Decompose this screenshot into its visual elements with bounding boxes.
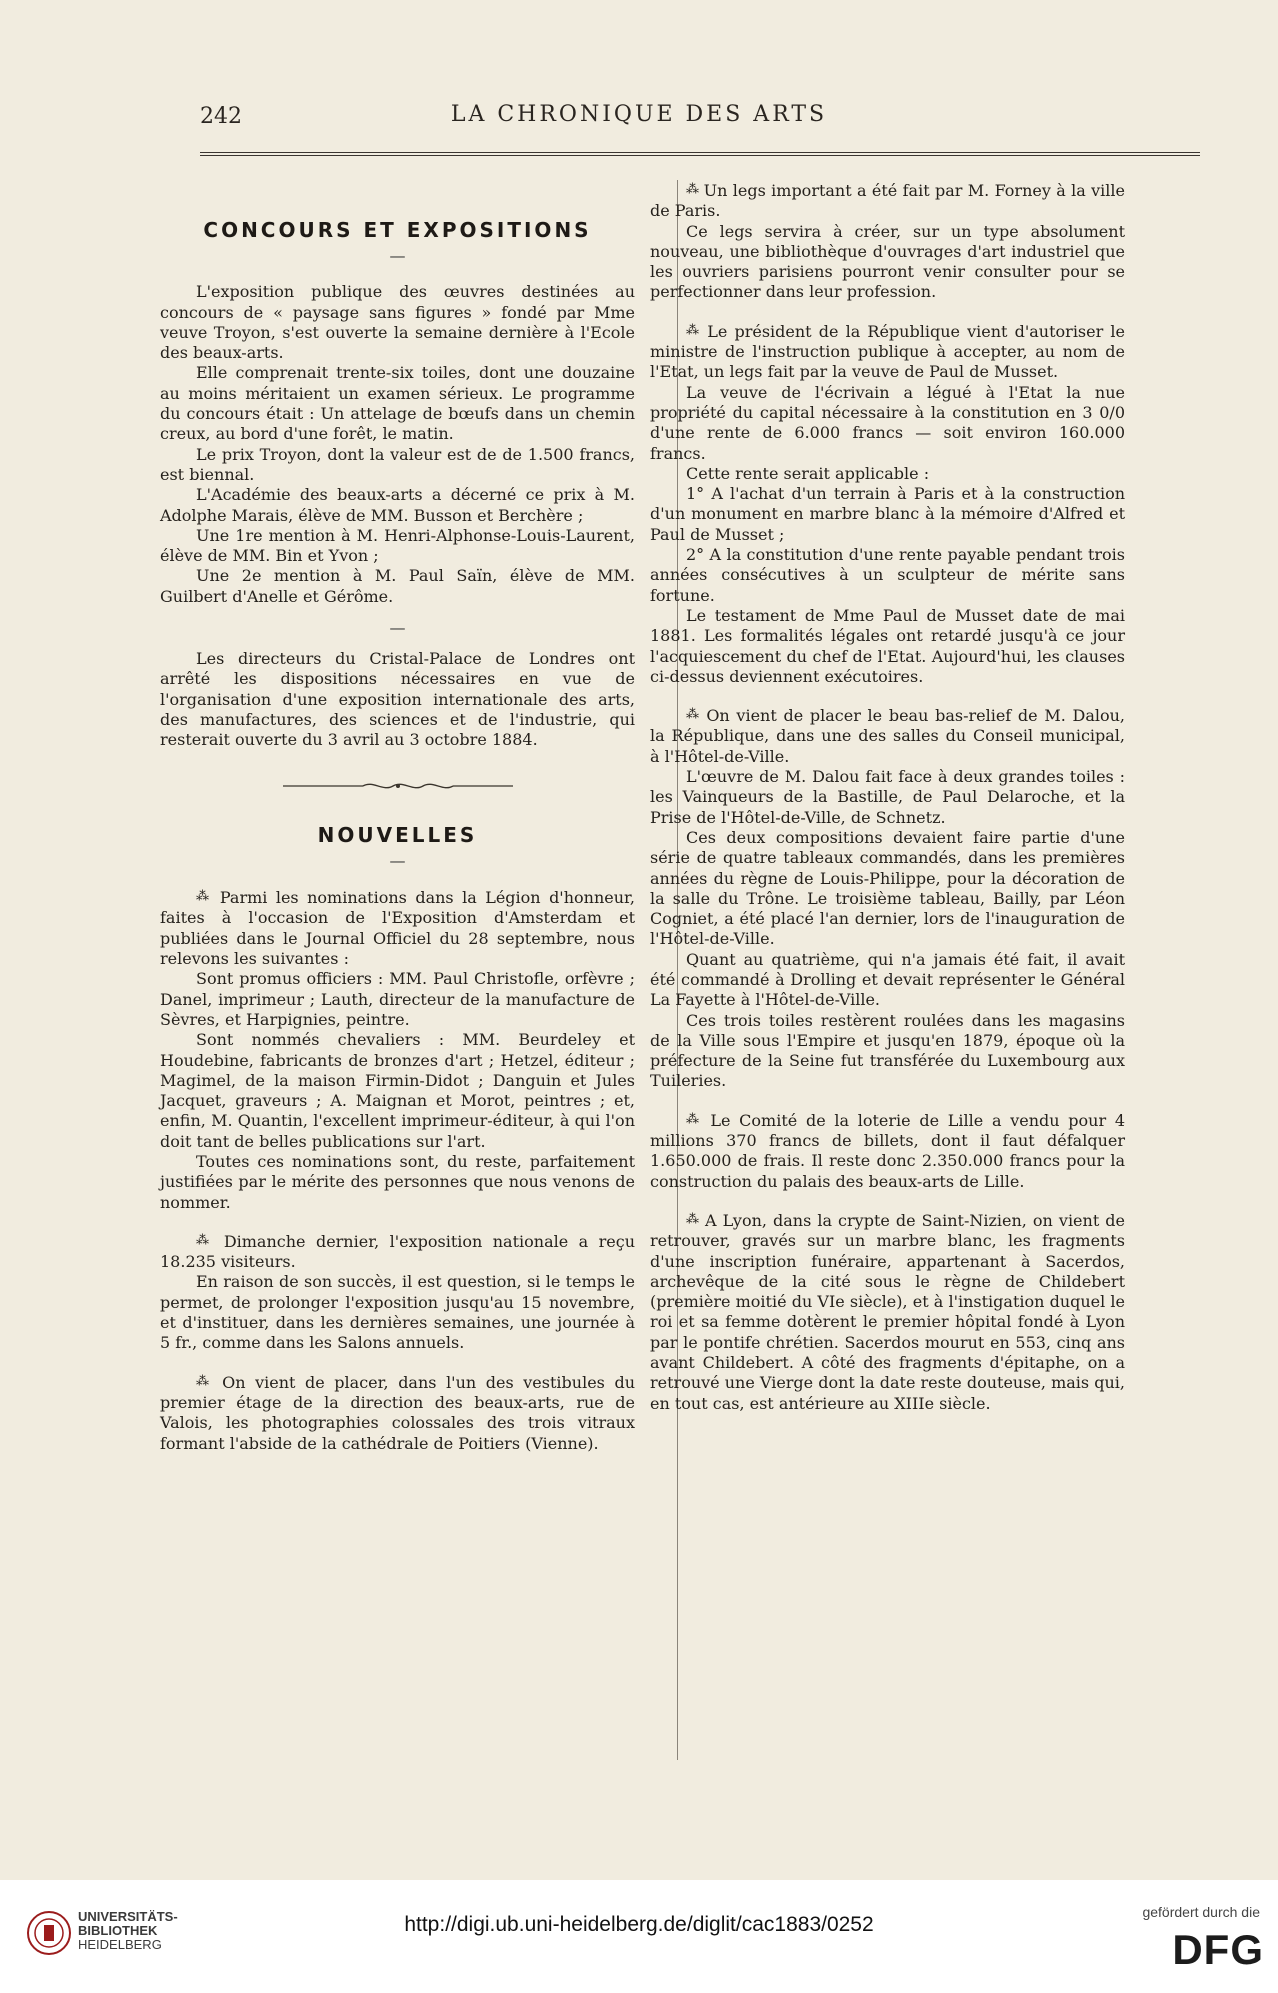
asterism-icon: ⁂ (686, 1111, 702, 1127)
page-number: 242 (200, 104, 242, 129)
paragraph: L'Académie des beaux-arts a décerné ce prix à M. Adolphe Marais, élève de MM. Busson et Berchère ; (160, 485, 635, 525)
paragraph: Toutes ces nominations sont, du reste, parfaitement justifiées par le mérite des personnes que nous venons de nommer. (160, 1151, 635, 1212)
paragraph: Quant au quatrième, qui n'a jamais été fait, il avait été commandé à Drolling et devait représenter le Général La Fayette à l'Hôtel-de-Ville. (650, 949, 1125, 1010)
asterism-icon: ⁂ (196, 1232, 214, 1248)
decorative-ornament (160, 777, 635, 797)
news-item: ⁂ Parmi les nominations dans la Légion d'honneur, faites à l'occasion de l'Exposition d'Amsterdam et publiées dans le Journal Officiel du 28 septembre, nous relevons les suivantes : (160, 888, 636, 969)
paragraph: 1° A l'achat d'un terrain à Paris et à la construction d'un monument en marbre blanc à la mémoire d'Alfred et Paul de Musset ; (650, 484, 1125, 544)
news-item: ⁂ Le président de la République vient d'autoriser le ministre de l'instruction publique à accepter, au nom de l'Etat, un legs fait par la veuve de Paul de Musset. (650, 321, 1125, 382)
header-rule (200, 152, 1200, 156)
digitization-footer (0, 1880, 1278, 1993)
news-item: ⁂ Un legs important a été fait par M. Forney à la ville de Paris. (650, 181, 1125, 221)
permalink-url[interactable]: http://digi.ub.uni-heidelberg.de/diglit/cac1883/0252 (404, 1913, 874, 1936)
paragraph: Cette rente serait applicable : (686, 463, 930, 483)
paragraph: Sont promus officiers : MM. Paul Christofle, orfèvre ; Danel, imprimeur ; Lauth, directeur de la manufacture de Sèvres, et Harpignies, peintre. (160, 969, 635, 1029)
asterism-icon: ⁂ (686, 1211, 699, 1227)
asterism-icon: ⁂ (686, 707, 700, 723)
news-item: ⁂ A Lyon, dans la crypte de Saint-Nizien, on vient de retrouver, gravés sur un marbre blanc, les fragments d'une inscription funéraire, appartenant à Sacerdos, archevêque de la cité sous le règne de Childebert (première moitié du VIe siècle), et à l'instigation duquel le roi et sa femme dotèrent le premier hôpital fondé à Lyon par le pontife chrétien. Sacerdos mourut en 553, cinq ans avant Childebert. A côté des fragments d'épitaphe, on a retrouvé une Vierge dont la date reste douteuse, mais qui, en tout cas, est antérieure au XIIIe siècle. (650, 1210, 1126, 1413)
paragraph: Ce legs servira à créer, sur un type absolument nouveau, une bibliothèque d'ouvrages d'art industriel que les ouvriers parisiens pourront venir consulter pour se perfectionner dans leur profession. (650, 221, 1125, 302)
paragraph: Le prix Troyon, dont la valeur est de de 1.500 francs, est biennal. (160, 444, 635, 484)
news-item: ⁂ On vient de placer le beau bas-relief de M. Dalou, la République, dans une des salles du Conseil municipal, à l'Hôtel-de-Ville. (650, 706, 1125, 766)
paragraph: Le testament de Mme Paul de Musset date de mai 1881. Les formalités légales ont retardé jusqu'à ce jour l'acquiescement du chef de l'Etat. Aujourd'hui, les clauses ci-dessus deviennent exécutoires. (650, 605, 1125, 686)
news-item: ⁂ Dimanche dernier, l'exposition nationale a reçu 18.235 visiteurs. (160, 1231, 636, 1272)
institution-name: UNIVERSITÄTS- BIBLIOTHEK HEIDELBERG (78, 1909, 178, 1952)
dfg-logo: DFG (1172, 1926, 1264, 1973)
paragraph: Sont nommés chevaliers : MM. Beurdeley et Houdebine, fabricants de bronzes d'art ; Hetzel, éditeur ; Magimel, de la maison Firmin-Didot ; Danguin et Jules Jacquet, graveurs ; A. Maignan et Morot, peintres ; et, enfin, M. Quantin, l'excellent imprimeur-éditeur, à qui l'on doit tant de belles publications sur l'art. (160, 1030, 635, 1151)
paragraph: L'œuvre de M. Dalou fait face à deux grandes toiles : les Vainqueurs de la Bastille, de Paul Delaroche, et la Prise de l'Hôtel-de-Ville, de Schnetz. (650, 767, 1125, 827)
heading-dash: — (389, 851, 406, 871)
right-column (650, 180, 1125, 1414)
nouvelles-heading: NOUVELLES (317, 822, 478, 847)
left-column (160, 180, 635, 1454)
asterism-icon: ⁂ (686, 322, 701, 338)
news-item: ⁂ Le Comité de la loterie de Lille a vendu pour 4 millions 370 francs de billets, dont il faut défalquer 1.650.000 de frais. Il reste donc 2.350.000 francs pour la construction du palais des beaux-arts de Lille. (650, 1110, 1126, 1191)
heading-dash: — (389, 246, 406, 266)
asterism-icon: ⁂ (196, 1373, 213, 1389)
paragraph: 2° A la constitution d'une rente payable pendant trois années consécutives à un sculpteur de mérite sans fortune. (650, 545, 1125, 605)
paragraph: La veuve de l'écrivain a légué à l'Etat la nue propriété du capital nécessaire à la constitution en 3 0/0 d'une rente de 6.000 francs — soit environ 160.000 francs. (650, 382, 1125, 463)
paragraph: Les directeurs du Cristal-Palace de Londres ont arrêté les dispositions nécessaires en vue de l'organisation d'une exposition internationale des arts, des manufactures, des sciences et de l'industrie, qui resterait ouverte du 3 avril au 3 octobre 1884. (160, 649, 635, 750)
asterism-icon: ⁂ (686, 182, 699, 197)
funded-by-label: gefördert durch die (1142, 1904, 1260, 1920)
paragraph: Elle comprenait trente-six toiles, dont une douzaine au moins méritaient un examen sérieux. Le programme du concours était : Un attelage de bœufs dans un chemin creux, au bord d'une forêt, le matin. (160, 363, 635, 444)
paragraph: Ces trois toiles restèrent roulées dans les magasins de la Ville sous l'Empire et jusqu'en 1879, époque où la préfecture de la Seine fut transférée du Luxembourg aux Tuileries. (650, 1010, 1125, 1091)
paragraph: Une 1re mention à M. Henri-Alphonse-Louis-Laurent, élève de MM. Bin et Yvon ; (160, 525, 635, 566)
section-dash: — (389, 618, 406, 638)
paragraph: L'exposition publique des œuvres destinées au concours de « paysage sans figures » fondé par Mme veuve Troyon, s'est ouverte la semaine dernière à l'Ecole des beaux-arts. (160, 282, 635, 363)
ornament-flourish-icon (273, 780, 523, 792)
running-title: LA CHRONIQUE DES ARTS (450, 102, 828, 127)
paragraph: Une 2e mention à M. Paul Saïn, élève de MM. Guilbert d'Anelle et Gérôme. (160, 566, 635, 606)
news-item: ⁂ On vient de placer, dans l'un des vestibules du premier étage de la direction des beaux-arts, rue de Valois, les photographies colossales des trois vitraux formant l'abside de la cathédrale de Poitiers (Vienne). (160, 1372, 635, 1453)
asterism-icon: ⁂ (196, 889, 212, 905)
paragraph: En raison de son succès, il est question, si le temps le permet, de prolonger l'exposition jusqu'au 15 novembre, et d'instituer, dans les dernières semaines, une journée à 5 fr., comme dans les Salons annuels. (160, 1272, 635, 1353)
concours-heading: CONCOURS ET EXPOSITIONS (203, 218, 592, 242)
paragraph: Ces deux compositions devaient faire partie d'une série de quatre tableaux commandés, dans les premières années du règne de Louis-Philippe, pour la décoration de la salle du Trône. Le troisième tableau, Bailly, par Léon Cogniet, a été placé l'an dernier, lors de l'inauguration de l'Hôtel-de-Ville. (650, 827, 1125, 949)
